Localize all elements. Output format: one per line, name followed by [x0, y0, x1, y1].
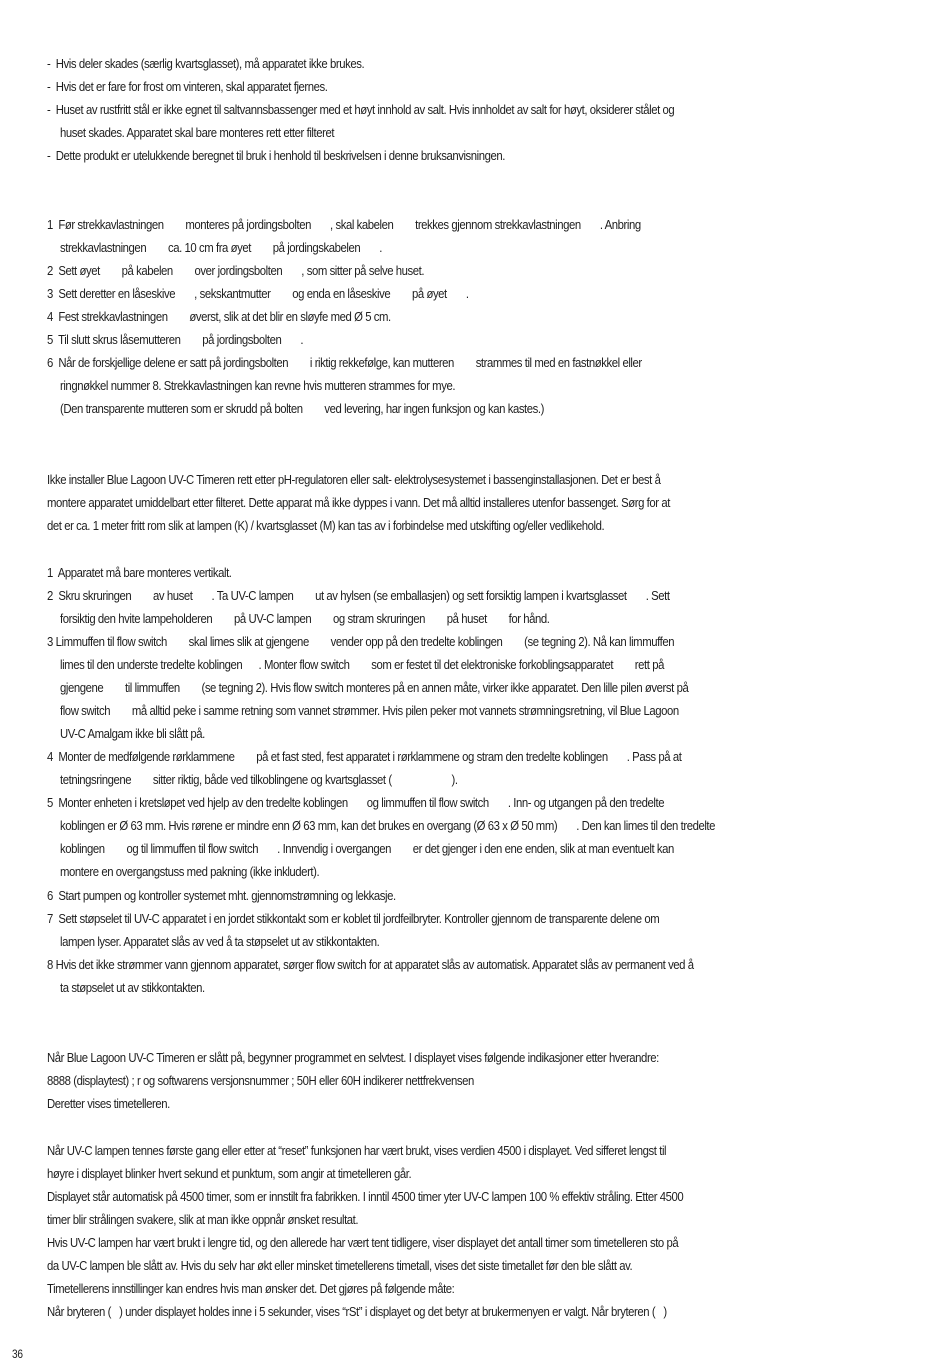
installation-step-continuation: limes til den underste tredelte koblingen . Monter flow switch som er festet til det elektroniske forkoblingsapparatet rett på: [60, 657, 664, 672]
grounding-step: 5 Til slutt skrus låsemutteren på jordingsbolten .: [47, 332, 304, 347]
timer-line: høyre i displayet blinker hvert sekund et punktum, som angir at timetelleren går.: [47, 1166, 412, 1181]
installation-step: 8 Hvis det ikke strømmer vann gjennom apparatet, sørger flow switch for at apparatet slås av automatisk. Apparatet slås av permanent ved å: [47, 957, 694, 972]
grounding-note: (Den transparente mutteren som er skrudd på bolten ved levering, har ingen funksjon og kan kastes.): [60, 401, 544, 416]
timer-line: Timetellerens innstillinger kan endres hvis man ønsker det. Det gjøres på følgende måte:: [47, 1281, 455, 1296]
warning-item-continuation: huset skades. Apparatet skal bare monteres rett etter filteret: [60, 125, 335, 140]
installation-step-continuation: gjengene til limmuffen (se tegning 2). Hvis flow switch monteres på en annen måte, virker ikke apparatet. Den lille pilen øverst på: [60, 680, 689, 695]
warning-item: - Huset av rustfritt stål er ikke egnet til saltvannsbassenger med et høyt innhold av salt. Hvis innholdet av salt for høyt, oksiderer stålet og: [47, 102, 675, 117]
installation-step-continuation: flow switch må alltid peke i samme retning som vannet strømmer. Hvis pilen peker mot vannets strømningsretning, vil Blue Lagoon: [60, 703, 679, 718]
warning-item: - Hvis det er fare for frost om vinteren, skal apparatet fjernes.: [47, 79, 328, 94]
grounding-step: 1 Før strekkavlastningen monteres på jordingsbolten , skal kabelen trekkes gjennom strekkavlastningen . Anbring: [47, 217, 641, 232]
warning-item: - Dette produkt er utelukkende beregnet til bruk i henhold til beskrivelsen i denne bruksanvisningen.: [47, 148, 505, 163]
startup-line: Når Blue Lagoon UV-C Timeren er slått på, begynner programmet en selvtest. I displayet vises følgende indikasjoner etter hverandre:: [47, 1050, 659, 1065]
timer-line: Displayet står automatisk på 4500 timer, som er innstilt fra fabrikken. I inntil 4500 timer yter UV-C lampen 100 % effektiv stråling. Etter 4500: [47, 1189, 684, 1204]
startup-line: 8888 (displaytest) ; r og softwarens versjonsnummer ; 50H eller 60H indikerer nettfrekvensen: [47, 1073, 474, 1088]
grounding-step: 4 Fest strekkavlastningen øverst, slik at det blir en sløyfe med Ø 5 cm.: [47, 309, 391, 324]
installation-step: 1 Apparatet må bare monteres vertikalt.: [47, 565, 232, 580]
installation-step: 4 Monter de medfølgende rørklammene på et fast sted, fest apparatet i rørklammene og stram den tredelte koblingen . Pass på at: [47, 749, 682, 764]
installation-step-continuation: lampen lyser. Apparatet slås av ved å ta støpselet ut av stikkontakten.: [60, 934, 380, 949]
timer-line: Når UV-C lampen tennes første gang eller etter at “reset” funksjonen har vært brukt, vises verdien 4500 i displayet. Ved sifferet lengst til: [47, 1143, 667, 1158]
timer-line: Når bryteren ( ) under displayet holdes inne i 5 sekunder, vises “rSt” i displayet og det betyr at brukermenyen er valgt. Når bryteren ( ): [47, 1304, 667, 1319]
installation-step: 3 Limmuffen til flow switch skal limes slik at gjengene vender opp på den tredelte koblingen (se tegning 2). Nå kan limmuffen: [47, 634, 675, 649]
intro-line: montere apparatet umiddelbart etter filteret. Dette apparat må ikke dyppes i vann. Det må alltid installeres utenfor bassenget. Sørg for at: [47, 495, 670, 510]
installation-step: 7 Sett støpselet til UV-C apparatet i en jordet stikkontakt som er koblet til jordfeilbryter. Kontroller gjennom de transparente delene om: [47, 911, 660, 926]
grounding-step: 3 Sett deretter en låseskive , sekskantmutter og enda en låseskive på øyet .: [47, 286, 469, 301]
warning-item: - Hvis deler skades (særlig kvartsglasset), må apparatet ikke brukes.: [47, 56, 365, 71]
timer-line: Hvis UV-C lampen har vært brukt i lengre tid, og den allerede har vært tent tidligere, viser displayet det antall timer som timetelleren sto på: [47, 1235, 679, 1250]
installation-step-continuation: ta støpselet ut av stikkontakten.: [60, 980, 205, 995]
grounding-step-continuation: ringnøkkel nummer 8. Strekkavlastningen kan revne hvis mutteren strammes for mye.: [60, 378, 456, 393]
intro-line: Ikke installer Blue Lagoon UV-C Timeren rett etter pH-regulatoren eller salt- elektrolysesystemet i bassenginstallasjonen. Det er best å: [47, 472, 661, 487]
timer-line: timer blir strålingen svakere, slik at man ikke oppnår ønsket resultat.: [47, 1212, 359, 1227]
page-number: 36: [12, 1349, 23, 1361]
installation-step-continuation: forsiktig den hvite lampeholderen på UV-C lampen og stram skruringen på huset for hånd.: [60, 611, 550, 626]
installation-step: 2 Skru skruringen av huset . Ta UV-C lampen ut av hylsen (se emballasjen) og sett forsiktig lampen i kvartsglasset . Sett: [47, 588, 670, 603]
installation-step-continuation: koblingen og til limmuffen til flow switch . Innvendig i overgangen er det gjenger i den ene enden, slik at man eventuelt kan: [60, 841, 674, 856]
installation-step-continuation: koblingen er Ø 63 mm. Hvis rørene er mindre enn Ø 63 mm, kan det brukes en overgang (Ø 63 x Ø 50 mm) . Den kan limes til den tredelte: [60, 818, 716, 833]
grounding-step: 6 Når de forskjellige delene er satt på jordingsbolten i riktig rekkefølge, kan mutteren strammes til med en fastnøkkel eller: [47, 355, 642, 370]
grounding-step-continuation: strekkavlastningen ca. 10 cm fra øyet på jordingskabelen .: [60, 240, 382, 255]
grounding-step: 2 Sett øyet på kabelen over jordingsbolten , som sitter på selve huset.: [47, 263, 425, 278]
installation-step-continuation: tetningsringene sitter riktig, både ved tilkoblingene og kvartsglasset ( ).: [60, 772, 458, 787]
startup-line: Deretter vises timetelleren.: [47, 1096, 170, 1111]
installation-step-continuation: UV-C Amalgam ikke bli slått på.: [60, 726, 205, 741]
installation-step: 6 Start pumpen og kontroller systemet mht. gjennomstrømning og lekkasje.: [47, 888, 396, 903]
intro-line: det er ca. 1 meter fritt rom slik at lampen (K) / kvartsglasset (M) kan tas av i forbindelse med utskifting og/eller vedlikehold.: [47, 518, 605, 533]
installation-step-continuation: montere en overgangstuss med pakning (ikke inkludert).: [60, 864, 320, 879]
timer-line: da UV-C lampen ble slått av. Hvis du selv har økt eller minsket timetellerens timetall, vises det siste timetallet før den ble slått av.: [47, 1258, 633, 1273]
installation-step: 5 Monter enheten i kretsløpet ved hjelp av den tredelte koblingen og limmuffen til flow switch . Inn- og utgangen på den tredelte: [47, 795, 665, 810]
